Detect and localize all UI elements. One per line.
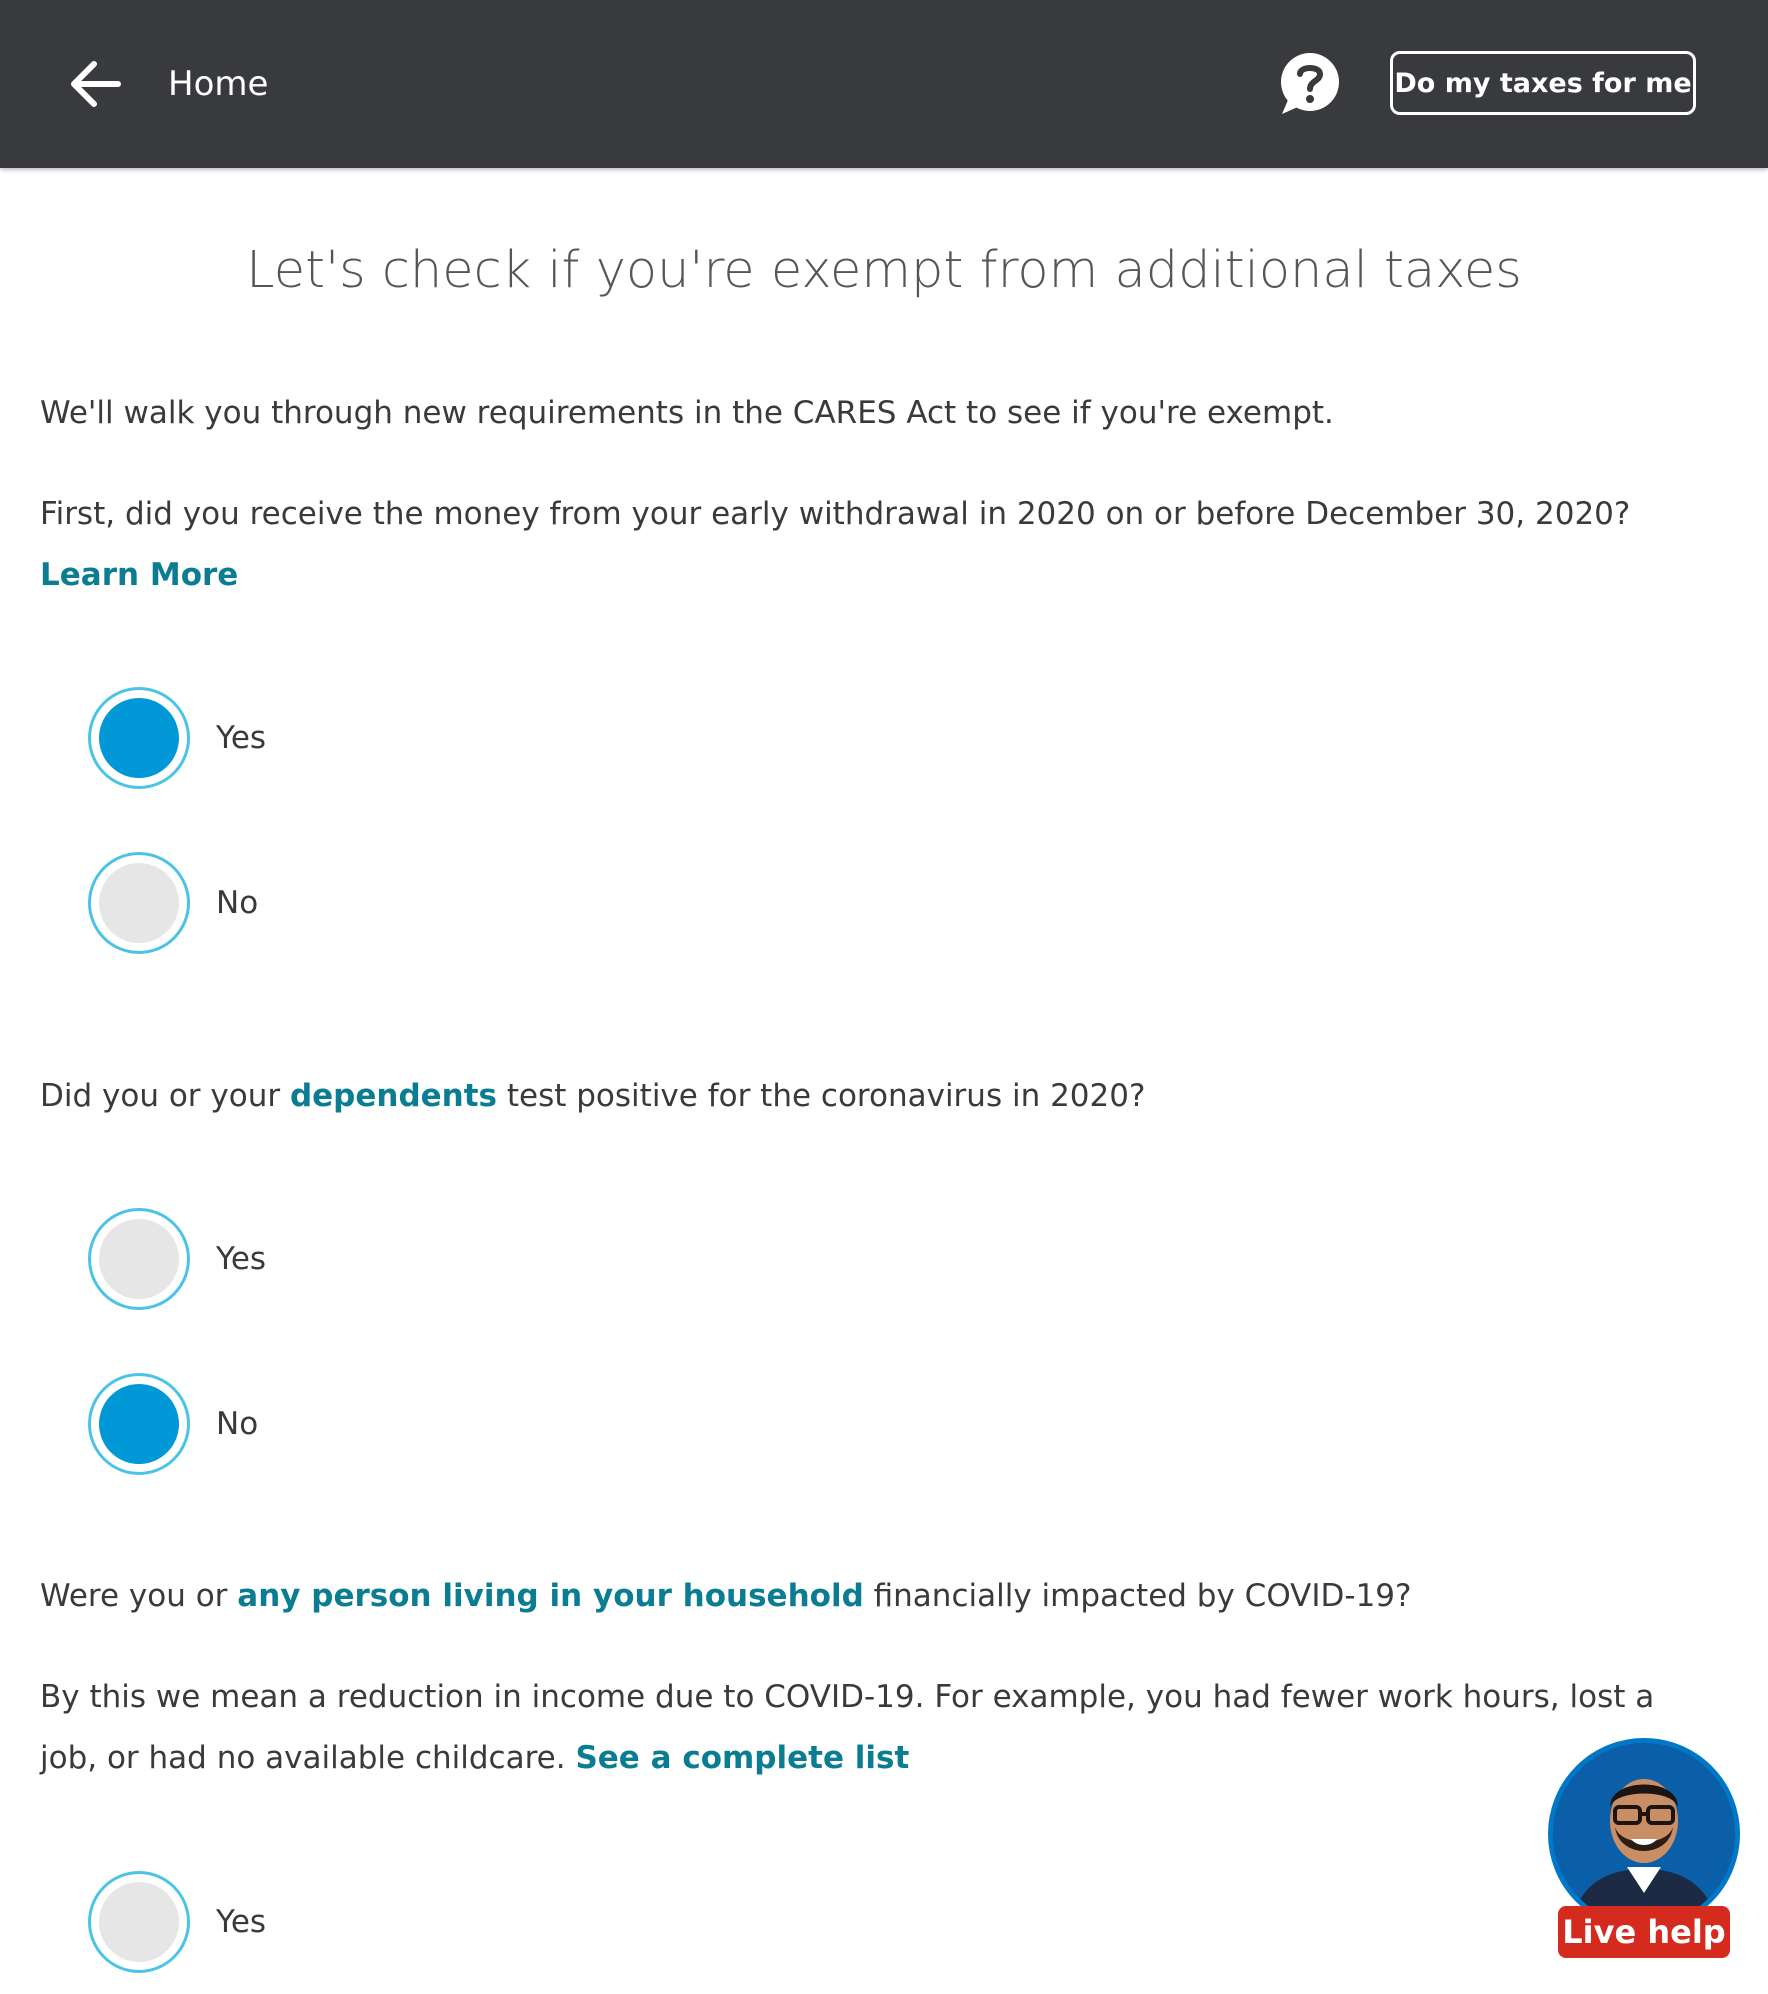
home-link[interactable]: Home (168, 64, 269, 104)
option-label: Yes (216, 1904, 267, 1940)
question-1 (40, 484, 1728, 606)
radio-button-selected[interactable] (88, 687, 190, 789)
dependents-link[interactable]: dependents (289, 1078, 498, 1114)
do-my-taxes-button[interactable]: Do my taxes for me (1390, 51, 1696, 115)
intro-text: We'll walk you through new requirements in the CARES Act to see if you're exempt. (40, 395, 1334, 431)
question-2-text-end: test positive for the coronavirus in 2020? (497, 1078, 1146, 1114)
question-3-detail-text: By this we mean a reduction in income due to COVID-19. For example, you had fewer work hours, lost a job, or had no available childcare. (40, 1679, 1655, 1776)
radio-button[interactable] (88, 852, 190, 954)
question-1-text: First, did you receive the money from your early withdrawal in 2020 on or before December 30, 2020? (40, 496, 1631, 532)
question-3-detail (40, 1667, 1710, 1789)
q1-option-yes[interactable] (88, 683, 266, 793)
learn-more-link[interactable]: Learn More (40, 557, 239, 593)
option-label: Yes (216, 720, 267, 756)
live-help-widget[interactable] (1546, 1738, 1742, 1958)
option-label: No (216, 885, 259, 921)
radio-button[interactable] (88, 1208, 190, 1310)
question-3 (40, 1566, 1728, 1627)
q1-option-no[interactable] (88, 848, 258, 958)
top-bar (0, 0, 1768, 168)
arrow-left-icon[interactable] (68, 58, 124, 110)
question-bubble-icon[interactable] (1276, 52, 1344, 116)
page-title: Let's check if you're exempt from additional taxes (246, 241, 1522, 300)
option-label: No (216, 1406, 259, 1442)
question-2-text-start: Did you or your (40, 1078, 290, 1114)
see-complete-list-link[interactable]: See a complete list (575, 1740, 910, 1776)
q3-option-yes[interactable] (88, 1867, 266, 1977)
q2-option-no[interactable] (88, 1369, 258, 1479)
question-2 (40, 1066, 1728, 1127)
radio-button[interactable] (88, 1871, 190, 1973)
q2-option-yes[interactable] (88, 1204, 266, 1314)
agent-avatar[interactable] (1548, 1738, 1740, 1930)
option-label: Yes (216, 1241, 267, 1277)
household-link[interactable]: any person living in your household (237, 1578, 864, 1614)
radio-button-selected[interactable] (88, 1373, 190, 1475)
question-3-text-start: Were you or (40, 1578, 238, 1614)
live-help-label[interactable]: Live help (1558, 1906, 1730, 1958)
question-3-text-end: financially impacted by COVID-19? (863, 1578, 1412, 1614)
